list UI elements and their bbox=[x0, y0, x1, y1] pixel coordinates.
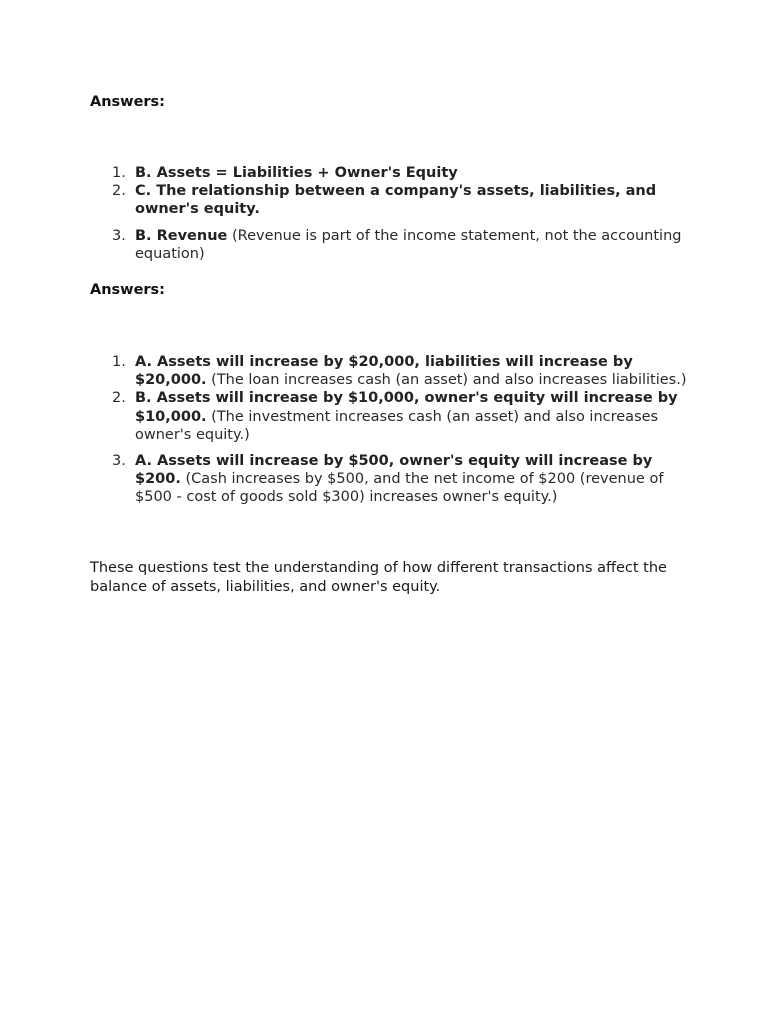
list-item-number: 2. bbox=[112, 183, 126, 200]
answers-heading-2: Answers: bbox=[90, 282, 165, 298]
list-item bbox=[90, 353, 690, 389]
answer-explanation: (The loan increases cash (an asset) and also increases liabilities.) bbox=[206, 372, 687, 389]
answer-choice: B. Revenue bbox=[135, 227, 228, 244]
answer-explanation: (Revenue is part of the income statement, not the accounting equation) bbox=[135, 227, 682, 262]
answer-list-2 bbox=[90, 353, 690, 507]
list-item-number: 2. bbox=[112, 390, 126, 407]
answer-choice: B. Assets will increase by $10,000, owner's equity will increase by $10,000. bbox=[135, 390, 678, 425]
answer-choice: A. Assets will increase by $20,000, liabilities will increase by $20,000. bbox=[135, 354, 633, 389]
answer-explanation: (The investment increases cash (an asset) and also increases owner's equity.) bbox=[135, 408, 659, 443]
answer-list-1 bbox=[90, 164, 690, 263]
answer-choice: B. Assets = Liabilities + Owner's Equity bbox=[135, 165, 458, 181]
list-item bbox=[90, 452, 690, 507]
answers-heading-1: Answers: bbox=[90, 94, 165, 110]
list-item bbox=[90, 227, 690, 263]
list-item bbox=[90, 389, 690, 444]
summary-paragraph: These questions test the understanding of how different transactions affect the balance of assets, liabilities, and owner's equity. bbox=[90, 560, 667, 595]
answer-choice: A. Assets will increase by $500, owner's equity will increase by $200. bbox=[135, 453, 653, 488]
list-item-number: 3. bbox=[112, 227, 126, 244]
list-item-number: 1. bbox=[112, 165, 126, 181]
list-item bbox=[90, 182, 690, 218]
list-item bbox=[90, 164, 690, 182]
list-item-number: 1. bbox=[112, 354, 126, 370]
answer-choice: C. The relationship between a company's assets, liabilities, and owner's equity. bbox=[135, 183, 657, 218]
list-item-number: 3. bbox=[112, 453, 126, 470]
answer-explanation: (Cash increases by $500, and the net income of $200 (revenue of $500 - cost of goods sold $300) increases owner's equity.) bbox=[135, 471, 664, 506]
